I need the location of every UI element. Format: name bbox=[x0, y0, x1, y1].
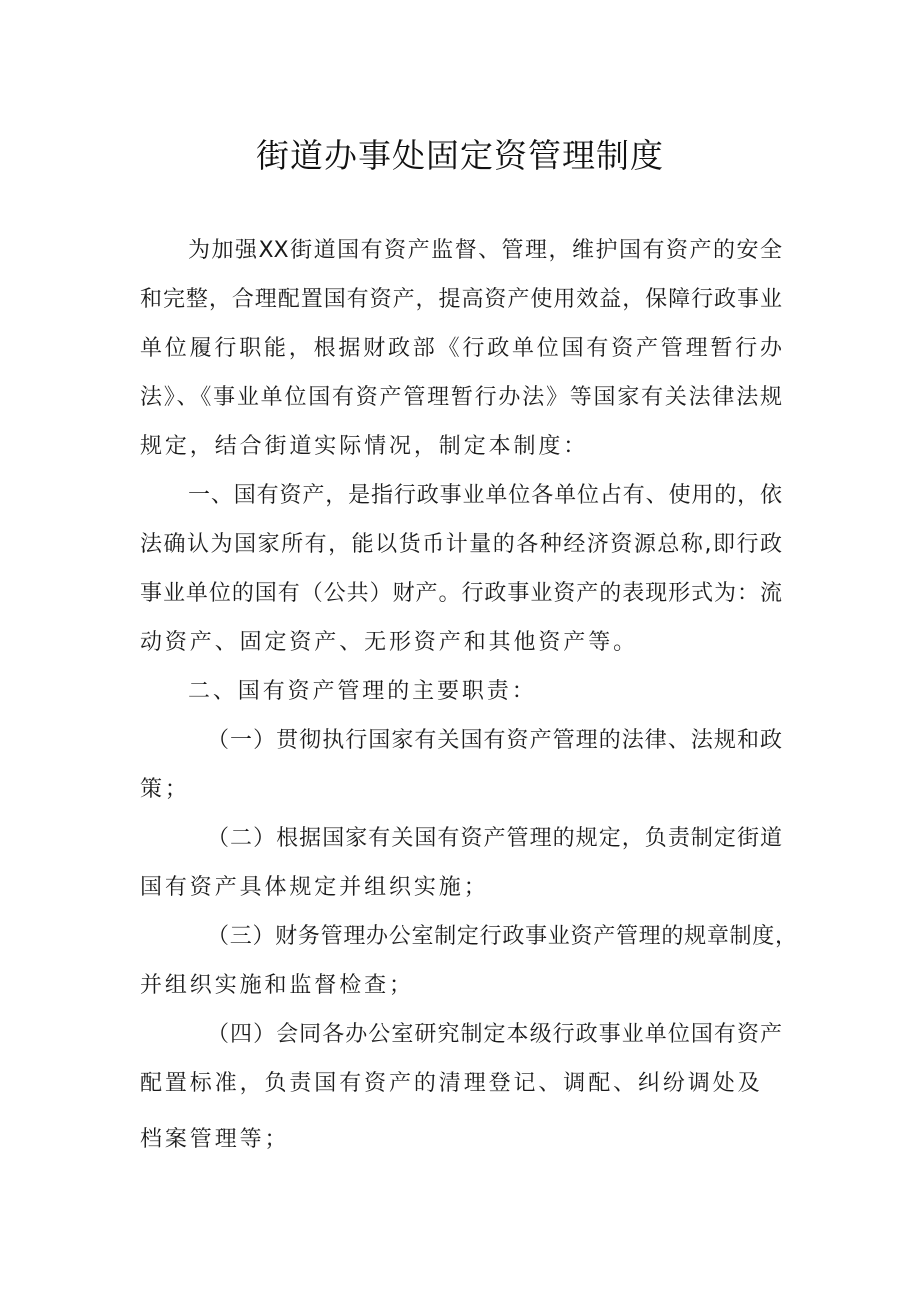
paragraph-line: 法确认为国家所有，能以货币计量的各种经济资源总称,即行政 bbox=[140, 532, 782, 557]
list-item-line: 配置标准，负责国有资产的清理登记、调配、纠纷调处及 bbox=[140, 1071, 763, 1096]
paragraph-line: 为加强XX街道国有资产监督、管理，维护国有资产的安全 bbox=[188, 238, 782, 263]
paragraph-line: 一、国有资产，是指行政事业单位各单位占有、使用的，依 bbox=[188, 483, 782, 508]
paragraph-line: 法》、《事业单位国有资产管理暂行办法》等国家有关法律法规 bbox=[140, 385, 782, 410]
list-item-line: 国有资产具体规定并组织实施； bbox=[140, 875, 489, 900]
list-item-line: （二）根据国家有关国有资产管理的规定，负责制定街道 bbox=[207, 826, 782, 851]
paragraph-line: 事业单位的国有（公共）财产。行政事业资产的表现形式为：流 bbox=[140, 581, 782, 606]
list-item-line: 并组织实施和监督检查； bbox=[140, 973, 414, 998]
list-item-line: 策； bbox=[140, 777, 190, 802]
paragraph-line: 动资产、固定资产、无形资产和其他资产等。 bbox=[140, 630, 639, 655]
paragraph-line: 单位履行职能，根据财政部《行政单位国有资产管理暂行办 bbox=[140, 336, 782, 361]
section-heading: 二、国有资产管理的主要职责： bbox=[188, 679, 537, 704]
paragraph-line: 规定，结合街道实际情况，制定本制度： bbox=[140, 434, 589, 459]
list-item-line: 档案管理等； bbox=[140, 1127, 290, 1152]
list-item-line: （四）会同各办公室研究制定本级行政事业单位国有资产 bbox=[207, 1022, 782, 1047]
list-item-line: （三）财务管理办公室制定行政事业资产管理的规章制度， bbox=[207, 924, 797, 949]
document-title: 街道办事处固定资管理制度 bbox=[256, 136, 664, 175]
list-item-line: （一）贯彻执行国家有关国有资产管理的法律、法规和政 bbox=[207, 728, 782, 753]
paragraph-line: 和完整，合理配置国有资产，提高资产使用效益，保障行政事业 bbox=[140, 287, 782, 312]
